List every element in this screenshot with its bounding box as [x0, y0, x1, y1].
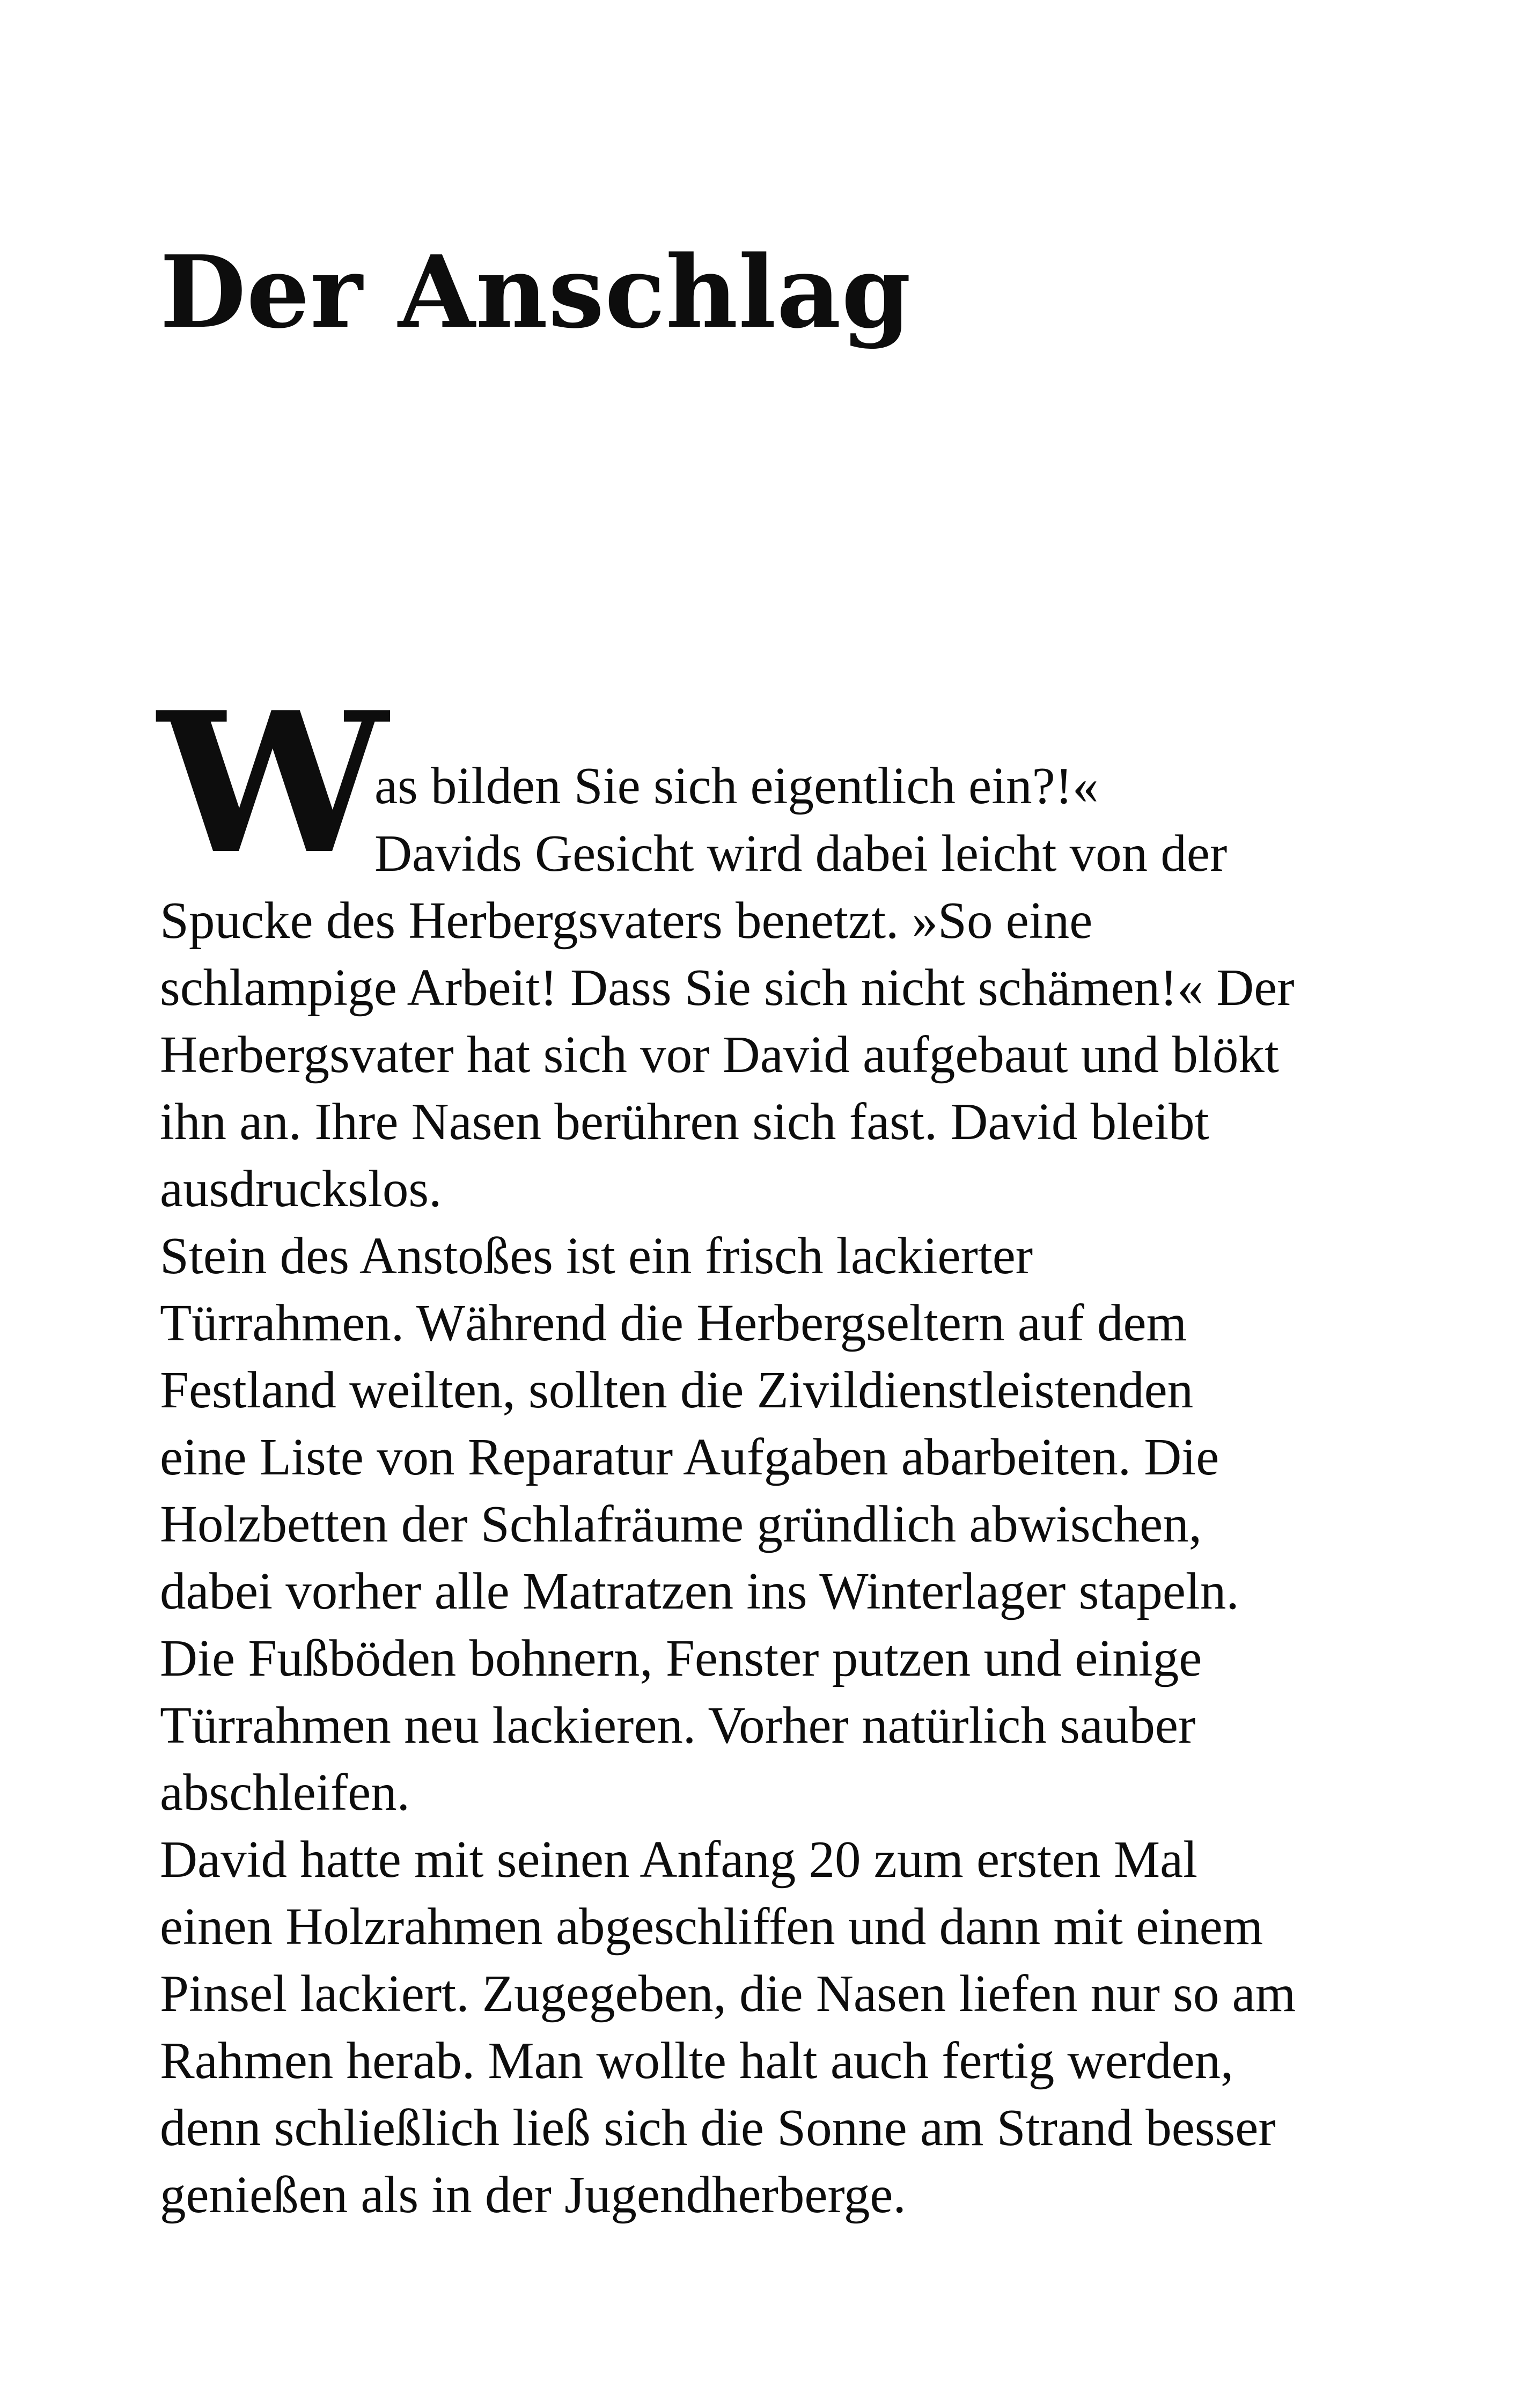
text-line: Türrahmen. Während die Herbergseltern auf dem	[160, 1294, 1187, 1352]
text-line: David hatte mit seinen Anfang 20 zum ersten Mal	[160, 1831, 1198, 1888]
text-line: schlampige Arbeit! Dass Sie sich nicht schämen!« Der	[160, 959, 1295, 1016]
text-line: dabei vorher alle Matratzen ins Winterlager stapeln.	[160, 1562, 1239, 1620]
text-line: Pinsel lackiert. Zugegeben, die Nasen liefen nur so am	[160, 1965, 1296, 2022]
text-line: ausdruckslos.	[160, 1160, 442, 1217]
text-line: as bilden Sie sich eigentlich ein?!«	[374, 757, 1099, 814]
text-line: einen Holzrahmen abgeschliffen und dann mit einem	[160, 1898, 1263, 1955]
drop-cap: W	[158, 670, 388, 897]
chapter-title: Der Anschlag	[160, 233, 912, 350]
text-line: Festland weilten, sollten die Zivildienstleistenden	[160, 1361, 1194, 1419]
text-line: Stein des Anstoßes ist ein frisch lackierter	[160, 1227, 1033, 1284]
text-line: Davids Gesicht wird dabei leicht von der	[374, 825, 1228, 882]
text-line: abschleifen.	[160, 1764, 410, 1821]
text-line: ihn an. Ihre Nasen berühren sich fast. David bleibt	[160, 1093, 1209, 1150]
text-line: Die Fußböden bohnern, Fenster putzen und einige	[160, 1629, 1202, 1687]
text-line: genießen als in der Jugendherberge.	[160, 2166, 906, 2223]
text-line: Spucke des Herbergsvaters benetzt. »So eine	[160, 892, 1093, 949]
text-line: Herbergsvater hat sich vor David aufgebaut und blökt	[160, 1026, 1279, 1083]
text-line: denn schließlich ließ sich die Sonne am Strand besser	[160, 2099, 1276, 2156]
text-line: Holzbetten der Schlafräume gründlich abwischen,	[160, 1495, 1202, 1553]
text-line: Türrahmen neu lackieren. Vorher natürlich sauber	[160, 1697, 1196, 1754]
text-line: Rahmen herab. Man wollte halt auch fertig werden,	[160, 2032, 1234, 2089]
text-line: eine Liste von Reparatur Aufgaben abarbeiten. Die	[160, 1428, 1219, 1486]
